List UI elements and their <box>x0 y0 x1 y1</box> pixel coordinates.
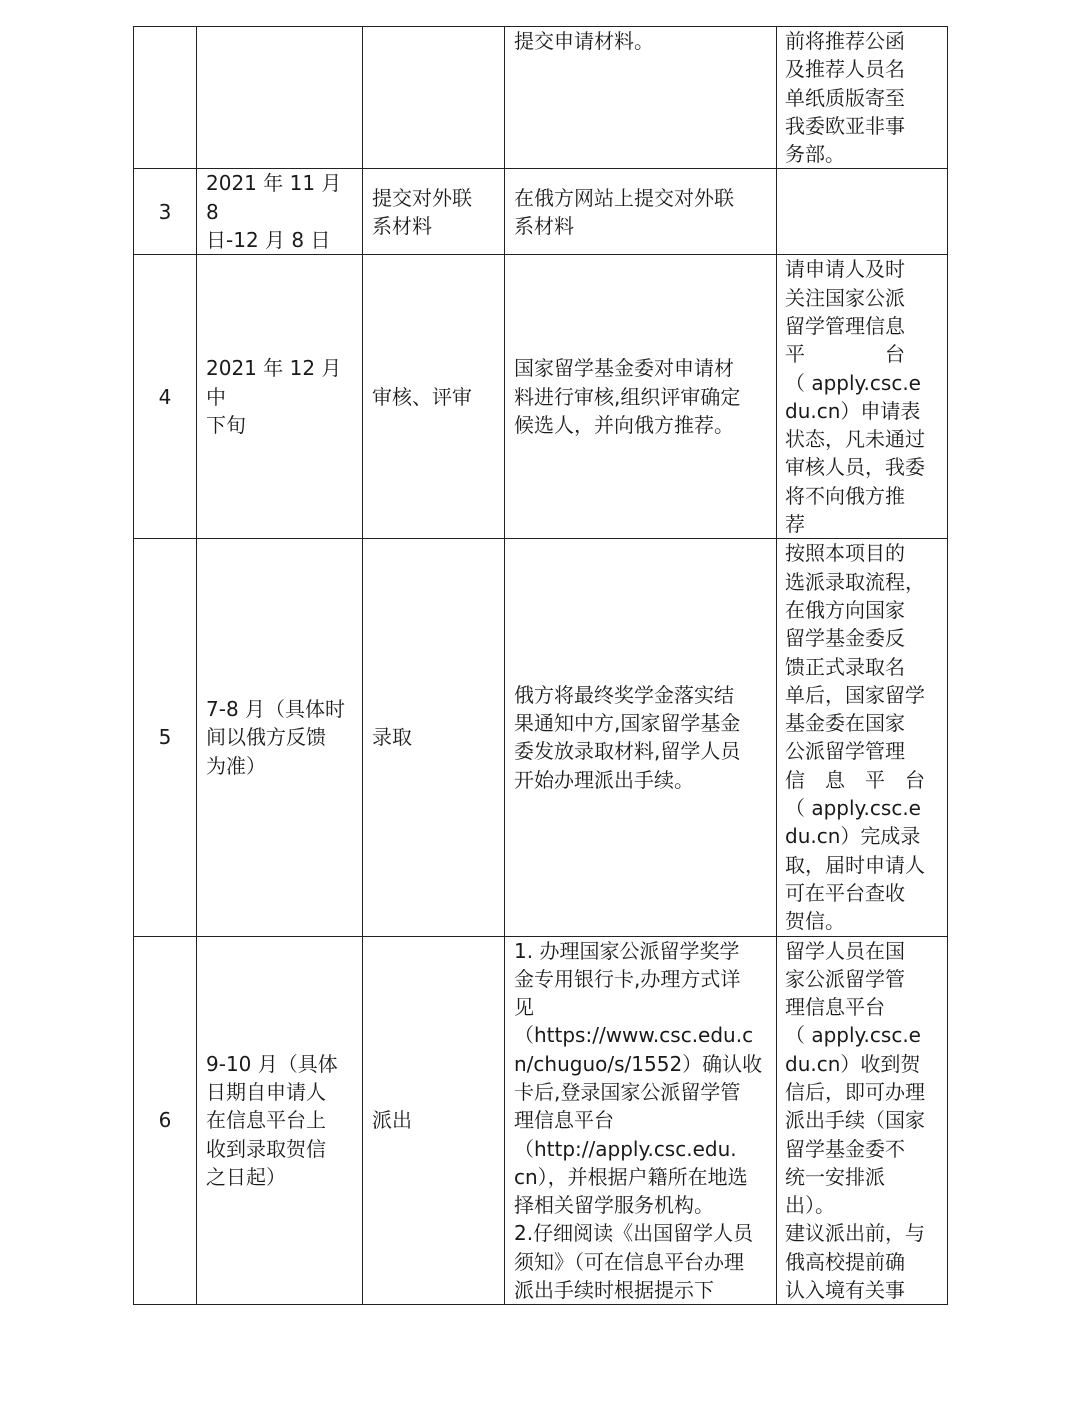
table-row <box>134 27 948 169</box>
stage-cell: 录取 <box>363 539 505 936</box>
stage-cell: 派出 <box>363 936 505 1305</box>
detail-cell: 提交申请材料。 <box>505 27 777 169</box>
row-number-cell: 6 <box>134 936 197 1305</box>
note-cell <box>777 169 948 255</box>
row-number-cell: 3 <box>134 169 197 255</box>
stage-cell: 审核、评审 <box>363 255 505 539</box>
row-number-cell <box>134 27 197 169</box>
row-number-cell: 5 <box>134 539 197 936</box>
detail-cell: 俄方将最终奖学金落实结 果通知中方,国家留学基金 委发放录取材料,留学人员 开始办理派出手续。 <box>505 539 777 936</box>
detail-cell: 国家留学基金委对申请材 料进行审核,组织评审确定 候选人，并向俄方推荐。 <box>505 255 777 539</box>
document-table <box>133 26 948 1305</box>
time-cell <box>197 27 363 169</box>
table-row <box>134 936 948 1305</box>
table-row <box>134 539 948 936</box>
note-cell: 留学人员在国 家公派留学管 理信息平台 （ apply.csc.e du.cn）收到贺 信后，即可办理 派出手续（国家 留学基金委不 统一安排派 出）。 建议派出前，与 俄高校提前确 认入境有关事 <box>777 936 948 1305</box>
stage-cell: 提交对外联 系材料 <box>363 169 505 255</box>
detail-cell: 在俄方网站上提交对外联 系材料 <box>505 169 777 255</box>
row-number-cell: 4 <box>134 255 197 539</box>
time-cell: 7-8 月（具体时 间以俄方反馈 为准） <box>197 539 363 936</box>
time-cell: 2021 年 12 月中 下旬 <box>197 255 363 539</box>
note-cell: 前将推荐公函 及推荐人员名 单纸质版寄至 我委欧亚非事 务部。 <box>777 27 948 169</box>
table-row <box>134 169 948 255</box>
time-cell: 9-10 月（具体 日期自申请人 在信息平台上 收到录取贺信 之日起） <box>197 936 363 1305</box>
table-row <box>134 255 948 539</box>
note-cell: 按照本项目的 选派录取流程， 在俄方向国家 留学基金委反 馈正式录取名 单后，国家留学 基金委在国家 公派留学管理 信 息 平 台 （ apply.csc.e du.cn）完成录 取，届时申请人 可在平台查收 贺信。 <box>777 539 948 936</box>
stage-cell <box>363 27 505 169</box>
detail-cell: 1. 办理国家公派留学奖学 金专用银行卡,办理方式详 见 （https://www.csc.edu.c n/chuguo/s/1552）确认收 卡后,登录国家公派留学管 理信息平台 （http://apply.csc.edu. cn），并根据户籍所在地选 择相关留学服务机构。 2.仔细阅读《出国留学人员 须知》（可在信息平台办理 派出手续时根据提示下 <box>505 936 777 1305</box>
note-cell: 请申请人及时 关注国家公派 留学管理信息 平 台 （ apply.csc.e du.cn）申请表 状态，凡未通过 审核人员，我委 将不向俄方推 荐 <box>777 255 948 539</box>
time-cell: 2021 年 11 月 8 日-12 月 8 日 <box>197 169 363 255</box>
